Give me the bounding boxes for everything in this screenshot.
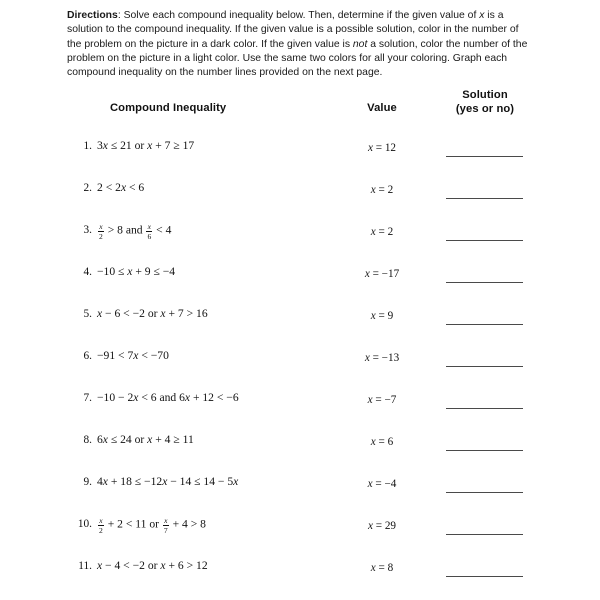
problem-number: 3. [83,224,92,236]
problem-value: x = −7 [367,394,397,406]
problem-number: 8. [83,434,92,446]
problem-number: 5. [83,308,92,320]
problem-number: 7. [83,392,92,404]
problem-number: 11. [78,560,92,572]
answer-blank[interactable] [446,366,523,367]
problem-number: 4. [83,266,92,278]
answer-blank[interactable] [446,198,523,199]
problem-inequality: −10 ≤ x + 9 ≤ −4 [97,265,176,278]
problem-inequality: −91 < 7x < −70 [97,349,169,362]
problem-row [0,347,600,389]
header-compound-inequality: Compound Inequality [110,102,227,114]
problem-inequality: x − 6 < −2 or x + 7 > 16 [97,307,208,320]
problem-row [0,431,600,473]
problem-inequality: x − 4 < −2 or x + 6 > 12 [97,559,208,572]
answer-blank[interactable] [446,282,523,283]
answer-blank[interactable] [446,156,523,157]
problem-value: x = 12 [367,142,397,154]
problem-number: 6. [83,350,92,362]
directions-text-part1: : Solve each compound inequality below. Then, determine if the given value of [117,10,480,21]
problem-inequality: $\frac{x}{2}$ > 8 and $\frac{x}{6}$ < 4 [99,222,172,241]
problem-row [0,263,600,305]
directions-label: Directions [67,10,118,21]
answer-blank[interactable] [446,240,523,241]
problem-row [0,221,600,263]
directions-text-part2: is a solution to the compound inequality. If the given value is a possible solution, color in the number of the problem on the picture in a dark color. If the given value is [67,10,519,50]
problem-value: x = −4 [367,478,397,490]
problem-number: 1. [83,140,92,152]
problem-row [0,305,600,347]
answer-blank[interactable] [446,324,523,325]
header-value: Value [367,102,397,114]
directions-text-part3: a solution, color the number of the problem on the picture in a light color. Use the same two colors for all your coloring. Graph each compound inequality on the number lines provided on the next page. [67,38,528,79]
answer-blank[interactable] [446,492,523,493]
problem-value: x = −13 [364,352,400,364]
problem-row [0,557,600,599]
problem-value: x = 6 [370,436,394,448]
problem-number: 2. [83,182,92,194]
directions-variable-x: x [479,10,485,21]
problem-value: x = 9 [370,310,394,322]
answer-blank[interactable] [446,450,523,451]
header-solution-line2: (yes or no) [455,102,515,115]
directions-emphasis-not: not [352,38,368,50]
problem-row [0,179,600,221]
problem-row [0,515,600,557]
problem-row [0,389,600,431]
answer-blank[interactable] [446,576,523,577]
problem-number: 9. [83,476,92,488]
problem-row [0,473,600,515]
problem-value: x = 29 [367,520,397,532]
problem-value: x = 2 [370,226,394,238]
answer-blank[interactable] [446,408,523,409]
problem-value: x = 2 [370,184,394,196]
problem-inequality: 2 < 2x < 6 [97,181,145,194]
problem-row [0,137,600,179]
column-headers [0,89,600,127]
problem-rows [0,137,600,599]
problem-inequality: 3x ≤ 21 or x + 7 ≥ 17 [97,139,195,152]
problem-value: x = 8 [370,562,394,574]
problem-value: x = −17 [364,268,400,280]
directions-paragraph [67,9,533,80]
answer-blank[interactable] [446,534,523,535]
problem-inequality: $\frac{x}{2}$ + 2 < 11 or $\frac{x}{7}$ + 4 > 8 [99,516,206,535]
problem-inequality: −10 − 2x < 6 and 6x + 12 < −6 [97,391,239,404]
problem-number: 10. [77,518,92,530]
header-solution-line1: Solution [462,89,508,101]
problem-inequality: 4x + 18 ≤ −12x − 14 ≤ 14 − 5x [97,475,239,488]
problem-inequality: 6x ≤ 24 or x + 4 ≥ 11 [97,433,194,446]
header-solution [437,89,533,116]
